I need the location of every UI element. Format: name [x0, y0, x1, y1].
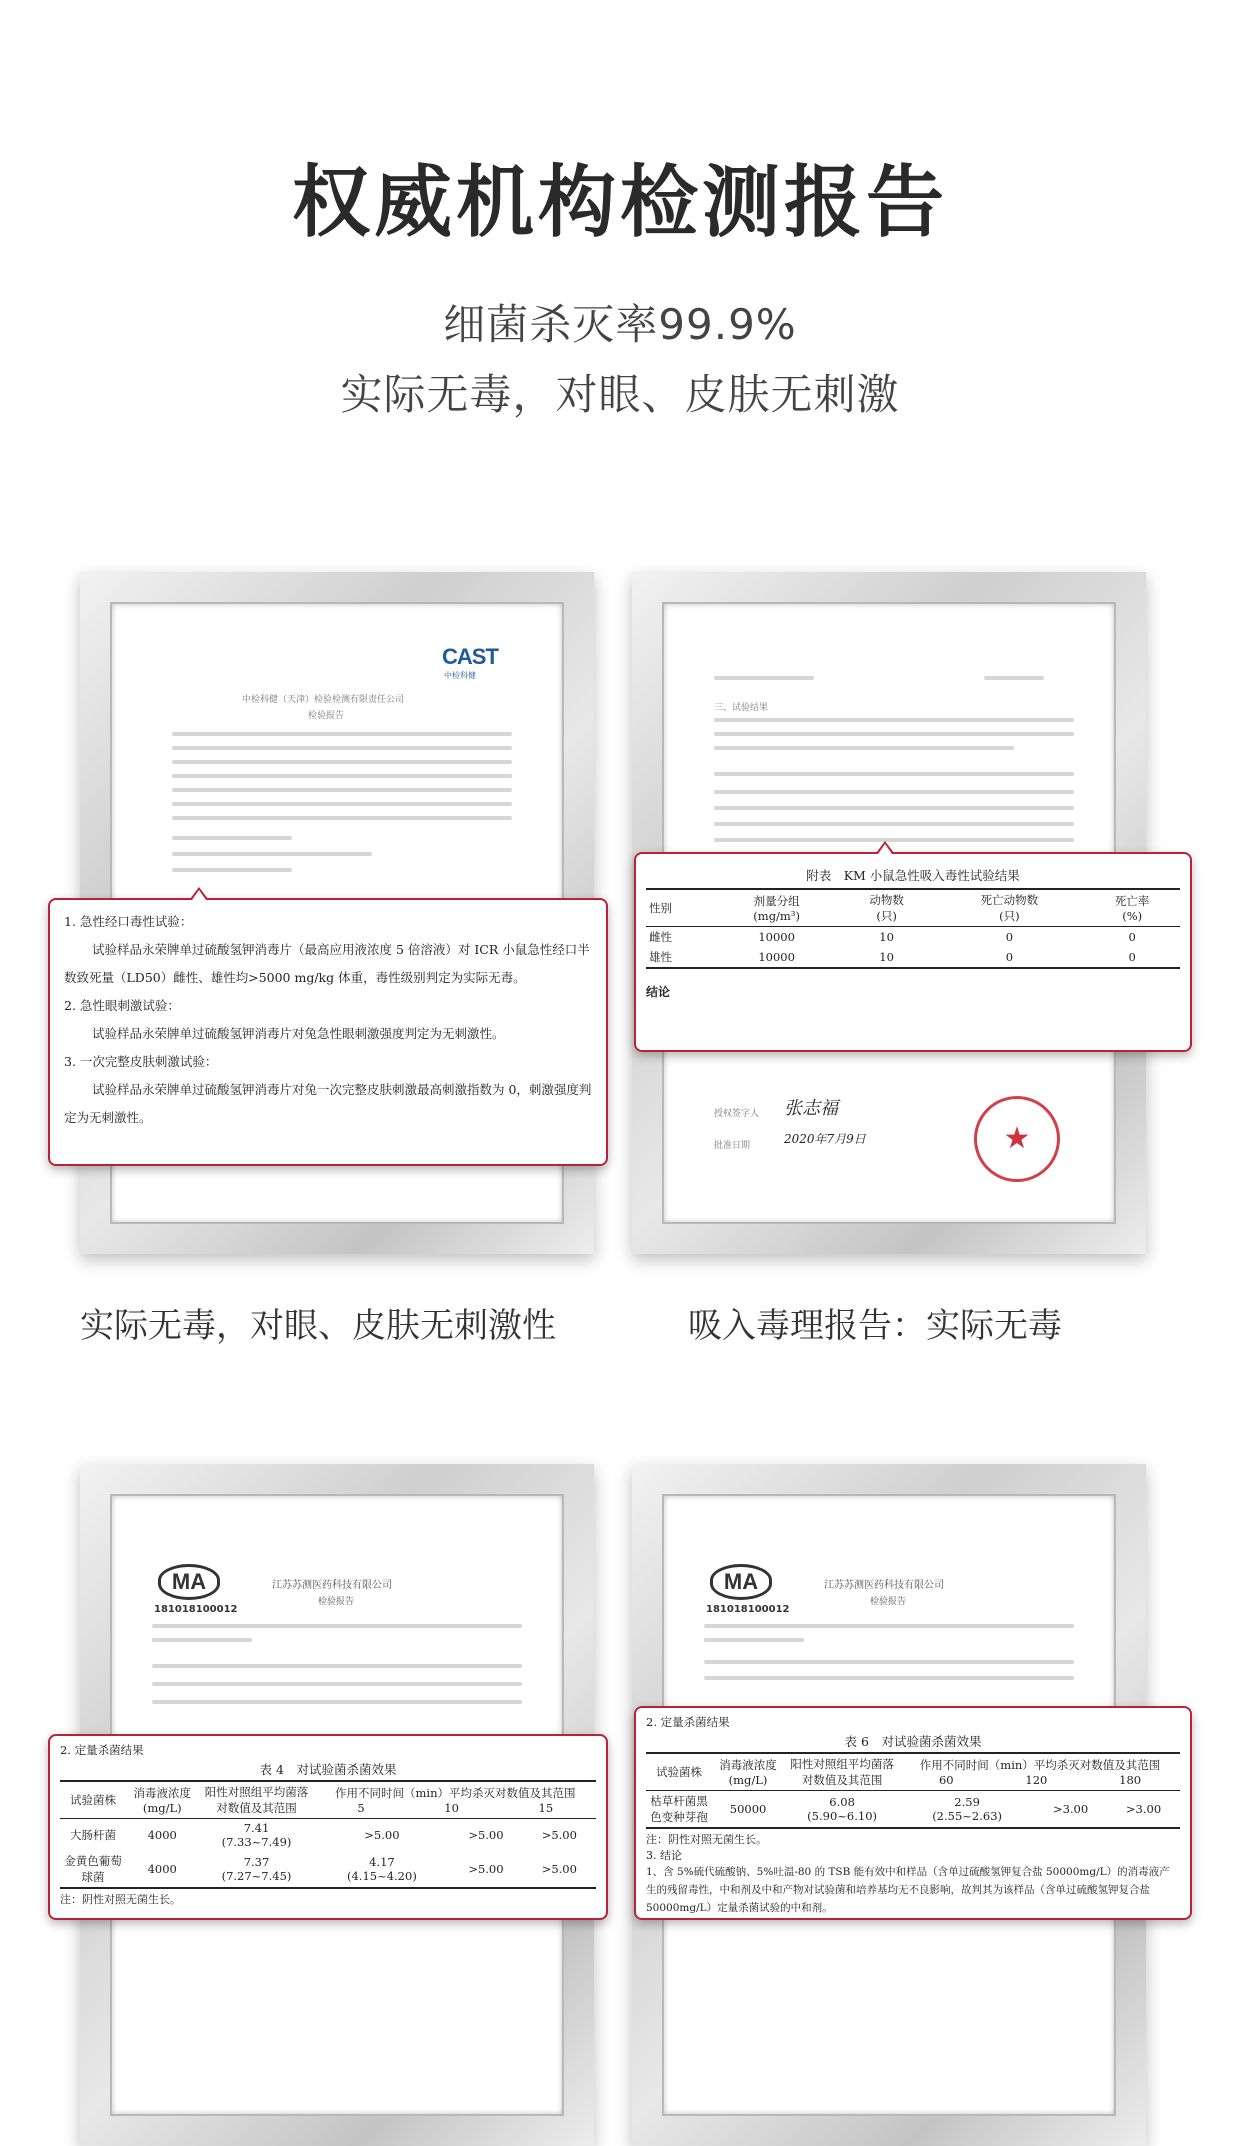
callout-pointer	[190, 887, 208, 899]
test1-title: 1. 急性经口毒性试验：	[64, 914, 193, 929]
header-animals: 动物数 (只)	[839, 889, 935, 927]
cell-mortality: 0	[1084, 947, 1180, 968]
cell-value: >3.00	[1107, 1791, 1180, 1829]
doc-line	[152, 1638, 252, 1642]
report-company: 江苏苏测医药科技有限公司	[272, 1580, 392, 1591]
cell-value: >3.00	[1034, 1791, 1107, 1829]
header-time: 作用不同时间（min）平均杀灭对数值及其范围	[919, 1758, 1161, 1772]
cast-logo: CAST	[442, 644, 498, 669]
doc-line	[152, 1682, 522, 1686]
subtitle-kill-rate: 细菌杀灭率99.9%	[443, 300, 797, 349]
header-deaths: 死亡动物数 (只)	[934, 889, 1084, 927]
cell-control: 7.37 (7.27~7.45)	[199, 1851, 315, 1888]
cell-value: 2.59 (2.55~2.63)	[900, 1791, 1034, 1829]
doc-line	[704, 1660, 1074, 1664]
header-time-group	[315, 1781, 597, 1819]
time-5: 5	[357, 1801, 365, 1815]
ma-cert-number: 181018100012	[706, 1604, 790, 1615]
doc-line	[172, 816, 512, 820]
cell-concentration: 50000	[712, 1791, 784, 1829]
header-strain: 试验菌株	[60, 1781, 126, 1819]
header-time-group	[900, 1753, 1180, 1791]
test3-title: 3. 一次完整皮肤刺激试验：	[64, 1054, 218, 1069]
header-sex: 性别	[646, 889, 714, 927]
caption-report-1: 实际无毒，对眼、皮肤无刺激性	[80, 1306, 556, 1346]
header-strain: 试验菌株	[646, 1753, 712, 1791]
cell-control: 6.08 (5.90~6.10)	[784, 1791, 900, 1829]
conclusion-text: 1、含 5%硫代硫酸钠、5%吐温-80 的 TSB 能有效中和样品（含单过硫酸氢钾复合盐 50000mg/L）的消毒液产生的残留毒性，中和剂及中和产物对试验菌和培养基均无不良影响，故判其为该样品（含单过硫酸氢钾复合盐 50000mg/L）定量杀菌试验的中和剂。	[646, 1866, 1170, 1914]
header-control: 阳性对照组平均菌落对数值及其范围	[784, 1753, 900, 1791]
doc-line	[714, 772, 1074, 776]
callout-inhalation-table	[634, 852, 1192, 1052]
time-60: 60	[938, 1773, 954, 1787]
cell-mortality: 0	[1128, 930, 1136, 944]
cell-concentration: 4000	[147, 1828, 177, 1842]
header-concentration: 消毒液浓度 (mg/L)	[712, 1753, 784, 1791]
test3-text: 试验样品永荣牌单过硫酸氢钾消毒片对兔一次完整皮肤刺激最高刺激指数为 0，刺激强度判定为无刺激性。	[64, 1082, 592, 1125]
inhalation-table	[646, 888, 1180, 969]
header-mortality: 死亡率 (%)	[1084, 889, 1180, 927]
conclusion-label: 3. 结论	[646, 1849, 682, 1862]
table-title: 表 4 对试验菌杀菌效果	[259, 1762, 397, 1777]
caption-report-2: 吸入毒理报告：实际无毒	[688, 1306, 1062, 1346]
doc-line	[704, 1676, 1074, 1680]
cell-strain: 金黄色葡萄球菌	[60, 1851, 126, 1888]
doc-line	[704, 1624, 1074, 1628]
table-row	[60, 1819, 596, 1852]
ma-logo: MA	[158, 1564, 220, 1600]
report-company: 中检科健（天津）检验检测有限责任公司	[242, 695, 405, 705]
doc-line	[714, 838, 1074, 842]
cell-strain: 大肠杆菌	[70, 1828, 116, 1842]
cell-deaths: 0	[934, 947, 1084, 968]
ma-logo: MA	[710, 1564, 772, 1600]
doc-line	[172, 836, 292, 840]
callout-bactericidal-table-6	[634, 1706, 1192, 1920]
test2-text: 试验样品永荣牌单过硫酸氢钾消毒片对兔急性眼刺激强度判定为无刺激性。	[92, 1026, 505, 1041]
report-doc-title: 检验报告	[318, 1597, 355, 1607]
doc-line	[172, 788, 512, 792]
cell-animals: 10	[879, 930, 894, 944]
subtitle-non-toxic: 实际无毒，对眼、皮肤无刺激	[340, 370, 900, 419]
doc-line	[984, 676, 1044, 680]
doc-line	[714, 806, 1074, 810]
report-doc-title: 检验报告	[870, 1597, 907, 1607]
doc-line	[172, 774, 512, 778]
time-10: 10	[444, 1801, 459, 1815]
cell-value: 4.17 (4.15~4.20)	[315, 1851, 450, 1888]
section-title: 2. 定量杀菌结果	[646, 1715, 730, 1729]
report-company: 江苏苏测医药科技有限公司	[824, 1580, 944, 1591]
approver-label: 授权签字人	[714, 1109, 760, 1119]
cell-value: >5.00	[541, 1828, 577, 1842]
test2-title: 2. 急性眼刺激试验：	[64, 998, 180, 1013]
callout-toxicity-tests	[48, 898, 608, 1166]
doc-line	[714, 822, 1074, 826]
cell-sex: 雌性	[649, 930, 672, 944]
doc-line	[152, 1664, 522, 1668]
conclusion-label: 结论	[646, 985, 671, 999]
doc-line	[172, 868, 292, 872]
cell-concentration: 4000	[126, 1851, 199, 1888]
doc-line	[152, 1624, 522, 1628]
callout-pointer	[876, 841, 894, 853]
cast-logo-sub: 中检科健	[444, 671, 476, 680]
sign-date: 2020年7月9日	[784, 1132, 866, 1146]
doc-section: 三、试验结果	[714, 703, 769, 713]
time-180: 180	[1119, 1773, 1142, 1787]
cell-animals: 10	[839, 947, 935, 968]
date-label: 批准日期	[714, 1141, 751, 1151]
cell-value: >5.00	[468, 1828, 504, 1842]
official-stamp	[974, 1096, 1060, 1182]
table-note: 注：阴性对照无菌生长。	[646, 1833, 767, 1846]
cell-value: >5.00	[364, 1828, 400, 1842]
doc-line	[172, 802, 512, 806]
doc-line	[172, 852, 372, 856]
cell-strain: 枯草杆菌黑色变种芽孢	[646, 1791, 712, 1829]
callout-pointer	[170, 1734, 188, 1735]
doc-line	[152, 1700, 522, 1704]
section-title: 2. 定量杀菌结果	[60, 1743, 144, 1757]
page-title: 权威机构检测报告	[291, 158, 948, 248]
cell-dose: 10000	[758, 930, 795, 944]
doc-line	[714, 676, 814, 680]
inhalation-table-title: 附表 KM 小鼠急性吸入毒性试验结果	[806, 868, 1020, 883]
callout-bactericidal-table-4	[48, 1734, 608, 1920]
table-row	[646, 947, 1180, 968]
bactericidal-table-6	[646, 1752, 1180, 1829]
doc-line	[172, 732, 512, 736]
doc-line	[704, 1638, 804, 1642]
table-row	[60, 1851, 596, 1888]
callout-pointer	[716, 1706, 734, 1707]
cell-value: >5.00	[449, 1851, 522, 1888]
header-control: 阳性对照组平均菌落对数值及其范围	[199, 1781, 315, 1819]
doc-line	[714, 718, 1074, 722]
signature: 张志福	[784, 1098, 838, 1119]
cell-dose: 10000	[714, 947, 838, 968]
ma-cert-number: 181018100012	[154, 1604, 238, 1615]
time-15: 15	[538, 1801, 554, 1815]
table-title: 表 6 对试验菌杀菌效果	[844, 1734, 982, 1749]
bactericidal-table-4	[60, 1780, 596, 1889]
doc-line	[714, 732, 1074, 736]
table-row	[646, 927, 1180, 948]
header-time: 作用不同时间（min）平均杀灭对数值及其范围	[335, 1786, 576, 1800]
time-120: 120	[1025, 1773, 1048, 1787]
doc-line	[714, 746, 1014, 750]
table-row	[646, 1791, 1180, 1829]
table-note: 注：阴性对照无菌生长。	[60, 1893, 181, 1906]
cell-value: >5.00	[523, 1851, 596, 1888]
doc-line	[172, 760, 512, 764]
test1-text: 试验样品永荣牌单过硫酸氢钾消毒片（最高应用液浓度 5 倍溶液）对 ICR 小鼠急性经口半数致死量（LD50）雌性、雄性均>5000 mg/kg 体重，毒性级别判定为实际无毒。	[64, 942, 590, 985]
doc-line	[714, 790, 1074, 794]
stamp-star-icon: ★	[1003, 1121, 1031, 1156]
header-concentration: 消毒液浓度 (mg/L)	[126, 1781, 199, 1819]
doc-line	[172, 746, 512, 750]
report-doc-title: 检验报告	[308, 711, 345, 721]
header-dose: 剂量分组 (mg/m³)	[714, 889, 838, 927]
cell-control: 7.41 (7.33~7.49)	[221, 1821, 292, 1849]
cell-sex: 雄性	[646, 947, 714, 968]
cell-deaths: 0	[1005, 930, 1014, 944]
